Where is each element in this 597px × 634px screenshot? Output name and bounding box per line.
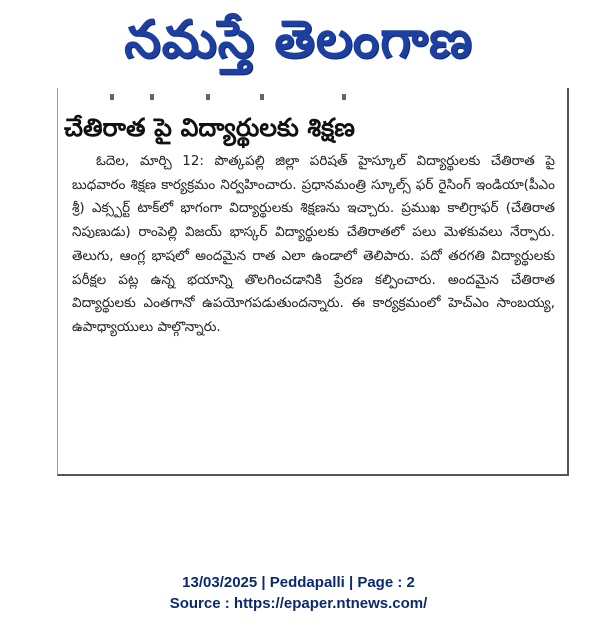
article-body [72,150,555,340]
clipping-edge-marks [110,94,370,100]
article-headline: చేతిరాత పై విద్యార్థులకు శిక్షణ [64,113,355,142]
masthead [0,0,597,82]
source-link[interactable]: Source : https://epaper.ntnews.com/ [169,595,428,612]
newspaper-logo: నమస్తే తెలంగాణ [124,9,473,70]
article-paragraph: ఓదెల, మార్చి 12: పొత్కపల్లి జిల్లా పరిషత్ హైస్కూల్ విద్యార్థులకు చేతిరాత పై బుధవారం శిక్షణ కార్యక్రమం నిర్వహించారు. ప్రధానమంత్రి స్కూల్స్ ఫర్ రైసింగ్ ఇండియా(పీఎం శ్రీ) ఎక్స్పర్ట్ టాక్‌లో భాగంగా విద్యార్థులకు శిక్షణను ఇచ్చారు. ప్రముఖ కాలిగ్రాఫర్ (చేతిరాత నిపుణుడు) రాంపెల్లి విజయ్ భాస్కర్ విద్యార్థులకు చేతిరాతలో పలు మెళకువలు నేర్పారు. తెలుగు, ఆంగ్ల భాషలో అందమైన రాత ఎలా ఉండాలో తెలిపారు. పదో తరగతి విద్యార్థులకు పరీక్షల పట్ల ఉన్న భయాన్ని తొలగించడానికి ప్రేరణ కల్పించారు. అందమైన చేతిరాత విద్యార్థులకు ఎంతగానో ఉపయోగపడుతుందన్నారు. ఈ కార్యక్రమంలో హెచ్ఎం సాంబయ్య, ఉపాధ్యాయులు పాల్గొన్నారు. [72,153,555,335]
date-location-page: 13/03/2025 | Peddapalli | Page : 2 [182,574,415,591]
source-footer [0,572,597,614]
